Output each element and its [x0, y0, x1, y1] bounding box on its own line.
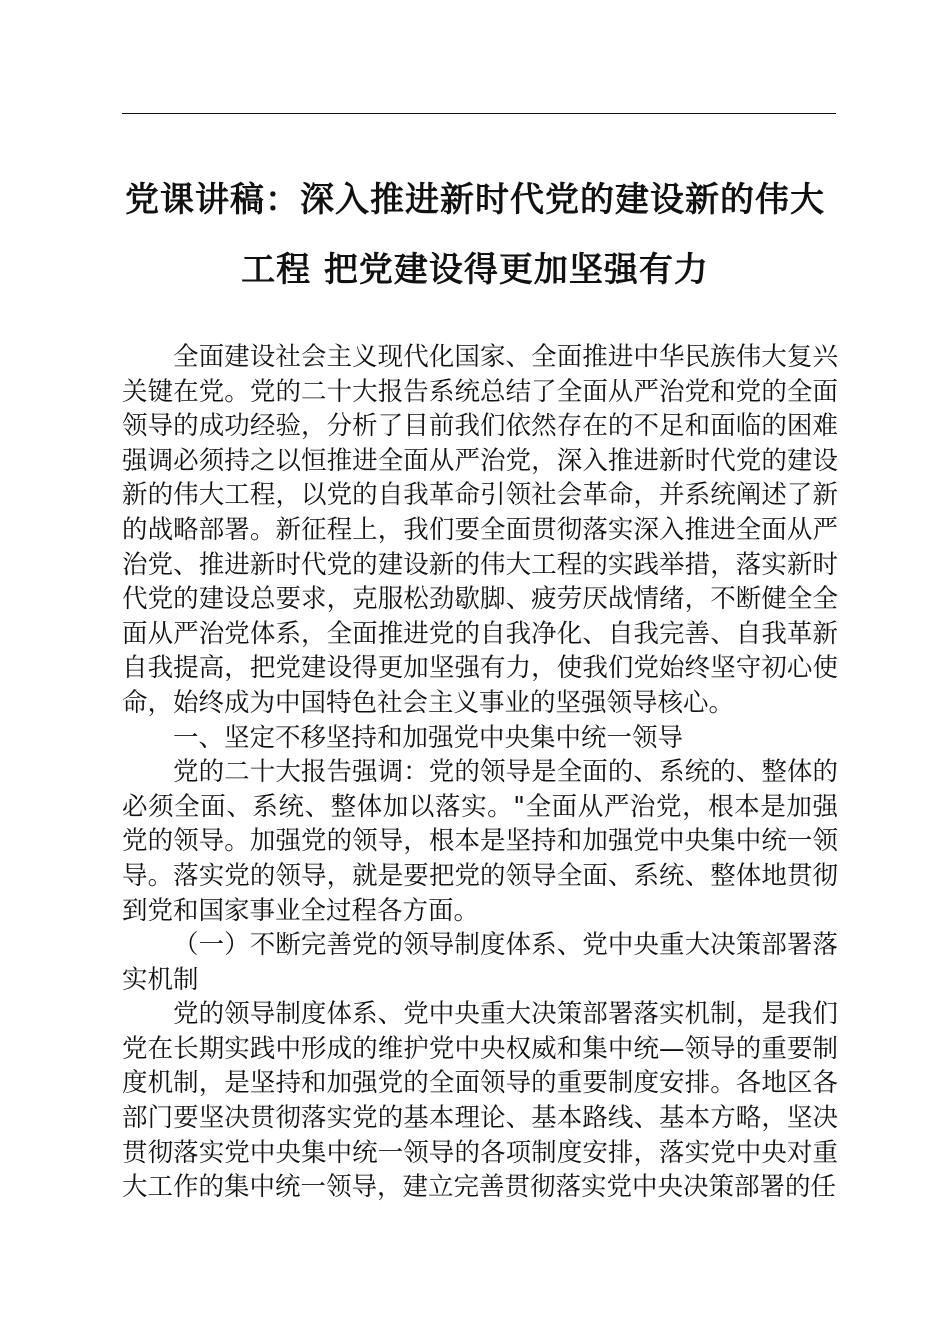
document-title-line-2: 工程 把党建设得更加坚强有力 — [241, 250, 709, 290]
body-paragraph: 党的二十大报告强调：党的领导是全面的、系统的、整体的必须全面、系统、整体加以落实。"全面从严治党，根本是加强党的领导。加强党的领导，根本是坚持和加强党中央集中统一领导。落实党的领导，就是要把党的领导全面、系统、整体地贯彻到党和国家事业全过程各方面。 — [122, 757, 838, 926]
subsection-heading: （一）不断完善党的领导制度体系、党中央重大决策部署落实机制 — [122, 930, 838, 995]
body-paragraph: 党的领导制度体系、党中央重大决策部署落实机制，是我们党在长期实践中形成的维护党中央权威和集中统—领导的重要制度机制，是坚持和加强党的全面领导的重要制度安排。各地区各部门要坚决贯彻落实党的基本理论、基本路线、基本方略，坚决贯彻落实党中央集中统一领导的各项制度安排，落实党中央对重大工作的集中统一领导，建立完善贯彻落实党中央决策部署的任 — [122, 999, 838, 1203]
document-body — [122, 340, 838, 1205]
document-title-line-1: 党课讲稿：深入推进新时代党的建设新的伟大 — [125, 180, 825, 220]
header-rule — [122, 113, 836, 114]
section-heading: 一、坚定不移坚持和加强党中央集中统一领导 — [173, 722, 684, 753]
body-paragraph: 全面建设社会主义现代化国家、全面推进中华民族伟大复兴关键在党。党的二十大报告系统总结了全面从严治党和党的全面领导的成功经验，分析了目前我们依然存在的不足和面临的困难强调必须持之以恒推进全面从严治党，深入推进新时代党的建设新的伟大工程，以党的自我革命引领社会革命，并系统阐述了新的战略部署。新征程上，我们要全面贯彻落实深入推进全面从严治党、推进新时代党的建设新的伟大工程的实践举措，落实新时代党的建设总要求，克服松劲歇脚、疲劳厌战情绪，不断健全全面从严治党体系，全面推进党的自我净化、自我完善、自我革新自我提高，把党建设得更加坚强有力，使我们党始终坚守初心使命，始终成为中国特色社会主义事业的坚强领导核心。 — [122, 342, 838, 718]
